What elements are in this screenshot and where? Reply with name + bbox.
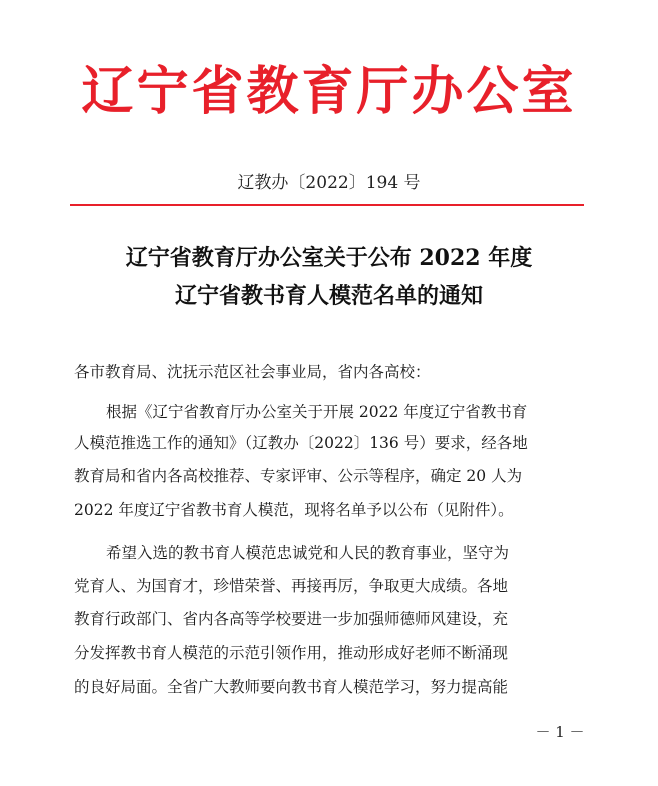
header-org-title: 辽宁省教育厅办公室 xyxy=(81,61,577,122)
body-line: 党育人、为国育才，珍惜荣誉、再接再厉，争取更大成绩。各地 xyxy=(74,577,509,595)
body-line: 希望入选的教书育人模范忠诚党和人民的教育事业，坚守为 xyxy=(106,544,510,562)
body-line: 人模范推选工作的通知》（辽教办〔2022〕136 号）要求，经各地 xyxy=(74,434,528,452)
body-line: 根据《辽宁省教育厅办公室关于开展 2022 年度辽宁省教书育 xyxy=(106,403,528,421)
body-line: 教育局和省内各高校推荐、专家评审、公示等程序，确定 20 人为 xyxy=(74,467,523,485)
body-line: 教育行政部门、省内各高等学校要进一步加强师德师风建设，充 xyxy=(74,610,509,628)
document-title-line-2: 辽宁省教书育人模范名单的通知 xyxy=(174,283,483,309)
document-number: 辽教办〔2022〕194 号 xyxy=(237,173,421,193)
body-line: 的良好局面。全省广大教师要向教书育人模范学习，努力提高能 xyxy=(74,678,509,696)
body-line: 分发挥教书育人模范的示范引领作用，推动形成好老师不断涌现 xyxy=(74,644,509,662)
page-number: － 1 － xyxy=(535,723,585,741)
document-title-line-1: 辽宁省教育厅办公室关于公布 2022 年度 xyxy=(125,245,533,271)
body-line-salutation: 各市教育局、沈抚示范区社会事业局，省内各高校： xyxy=(74,363,431,381)
header-red-rule xyxy=(70,204,584,206)
body-line: 2022 年度辽宁省教书育人模范，现将名单予以公布（见附件）。 xyxy=(74,501,514,519)
